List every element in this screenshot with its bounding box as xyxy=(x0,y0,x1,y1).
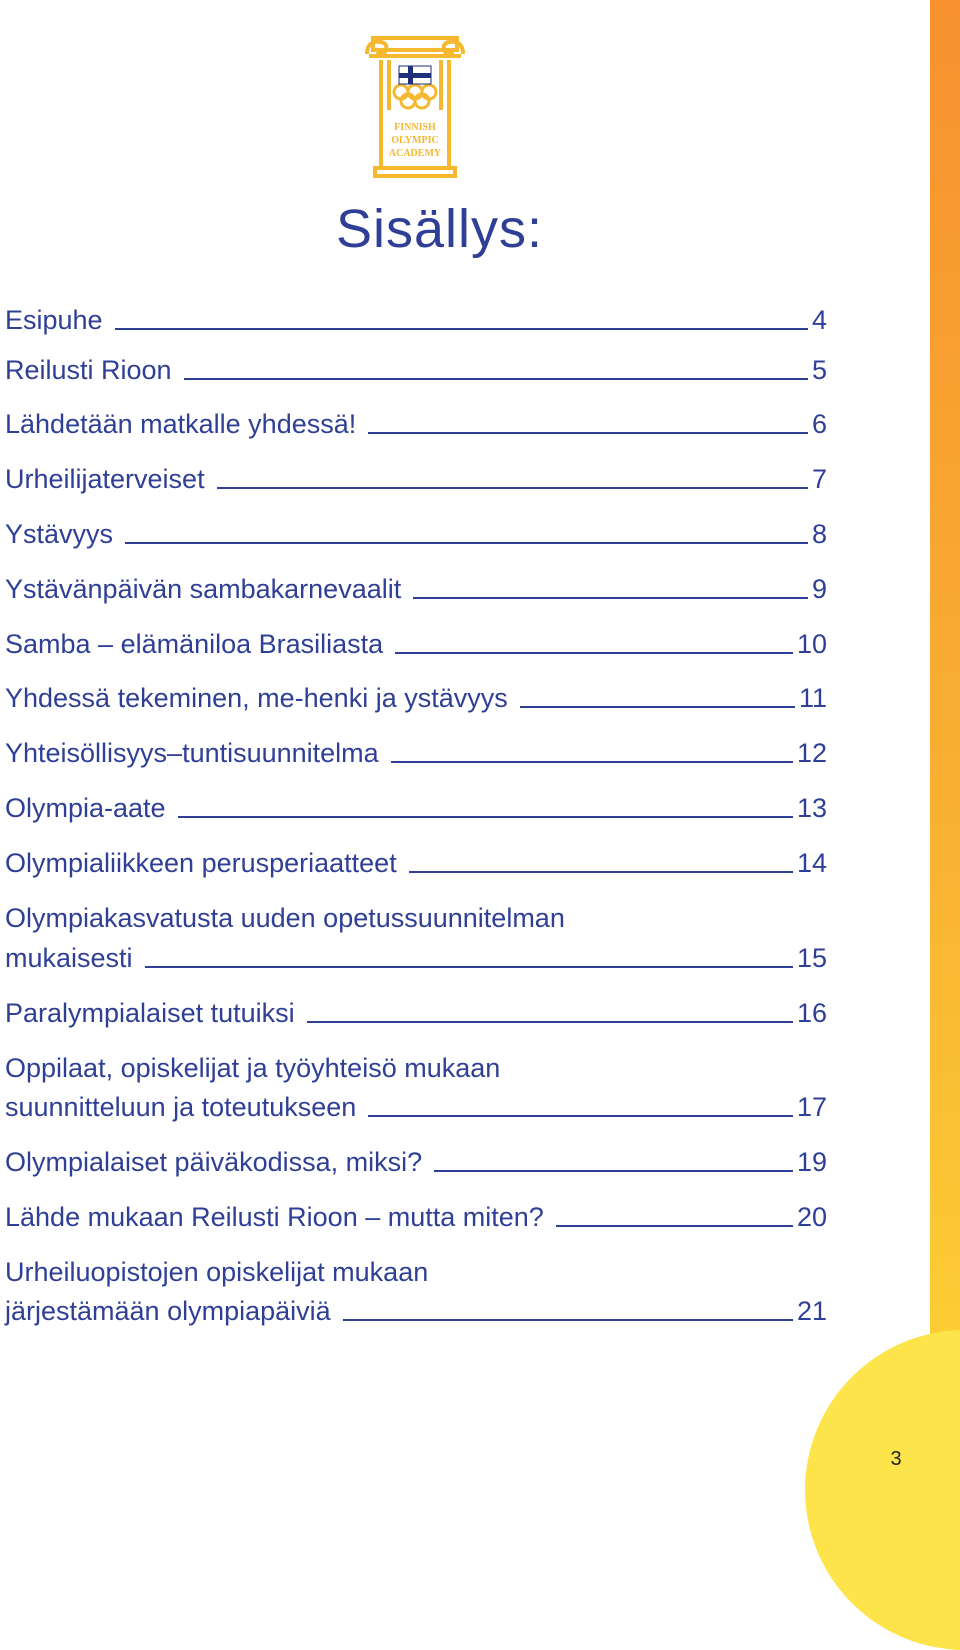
decorative-side-bar xyxy=(930,0,960,1536)
toc-leader-line xyxy=(343,1319,793,1321)
toc-entry[interactable] xyxy=(5,735,827,771)
toc-entry-title: Esipuhe xyxy=(5,305,103,335)
toc-entry-title: Reilusti Rioon xyxy=(5,355,172,385)
toc-entry[interactable] xyxy=(5,845,827,881)
toc-leader-line xyxy=(368,1115,793,1117)
toc-entry-title: Ystävyys xyxy=(5,519,114,549)
toc-entry-page: 4 xyxy=(811,305,827,335)
toc-entry-page: 17 xyxy=(796,1092,827,1122)
toc-leader-line xyxy=(307,1021,793,1023)
toc-entry-page: 9 xyxy=(811,574,827,604)
toc-entry[interactable] xyxy=(5,790,827,826)
toc-entry[interactable] xyxy=(5,352,827,388)
toc-entry-title-line-2: mukaisesti xyxy=(5,943,133,973)
toc-entry[interactable] xyxy=(5,516,827,552)
toc-entry-page: 20 xyxy=(796,1202,827,1232)
toc-entry-title: Olympialaiset päiväkodissa, miksi? xyxy=(5,1147,423,1177)
toc-leader-line xyxy=(178,816,793,818)
toc-entry[interactable] xyxy=(5,680,827,716)
toc-leader-line xyxy=(520,706,795,708)
toc-leader-line xyxy=(391,761,793,763)
toc-entry-page: 8 xyxy=(811,519,827,549)
toc-entry-page: 11 xyxy=(798,683,827,713)
toc-entry[interactable] xyxy=(5,1089,827,1125)
toc-entry-title: Lähdetään matkalle yhdessä! xyxy=(5,409,357,439)
toc-leader-line xyxy=(434,1170,793,1172)
toc-entry-title: Samba – elämäniloa Brasiliasta xyxy=(5,629,384,659)
toc-leader-line xyxy=(368,432,808,434)
toc-entry-page: 7 xyxy=(811,464,827,494)
toc-entry[interactable] xyxy=(5,1199,827,1235)
page-number: 3 xyxy=(890,1448,902,1470)
toc-entry-page: 13 xyxy=(796,793,827,823)
toc-entry[interactable] xyxy=(5,995,827,1031)
toc-entry-title: Olympialiikkeen perusperiaatteet xyxy=(5,848,397,878)
toc-entry[interactable] xyxy=(5,461,827,497)
toc-entry[interactable] xyxy=(5,571,827,607)
toc-entry-title: Urheilijaterveiset xyxy=(5,464,205,494)
toc-entry[interactable] xyxy=(5,626,827,662)
decorative-corner-circle xyxy=(805,1330,960,1650)
toc-entry[interactable] xyxy=(5,406,827,442)
toc-entry-page: 6 xyxy=(811,409,827,439)
toc-entry[interactable] xyxy=(5,940,827,976)
toc-entry-page: 19 xyxy=(796,1147,827,1177)
toc-leader-line xyxy=(413,597,808,599)
toc-entry-page: 21 xyxy=(796,1296,827,1326)
toc-entry[interactable] xyxy=(5,302,827,338)
toc-entry[interactable] xyxy=(5,1144,827,1180)
toc-leader-line xyxy=(125,542,808,544)
toc-leader-line xyxy=(556,1225,793,1227)
toc-leader-line xyxy=(184,378,808,380)
toc-entry-page: 5 xyxy=(811,355,827,385)
toc-entry-page: 14 xyxy=(796,848,827,878)
toc-entry-title: Ystävänpäivän sambakarnevaalit xyxy=(5,574,402,604)
logo-text-line-2: OLYMPIC xyxy=(391,135,439,146)
toc-entry-title-line-1: Urheiluopistojen opiskelijat mukaan xyxy=(5,1257,429,1287)
toc-entry-title: Paralympialaiset tutuiksi xyxy=(5,998,295,1028)
toc-entry-title: Lähde mukaan Reilusti Rioon – mutta miten? xyxy=(5,1202,544,1232)
toc-entry-title-line-1: Oppilaat, opiskelijat ja työyhteisö mukaan xyxy=(5,1053,501,1083)
toc-entry-page: 12 xyxy=(796,738,827,768)
toc-entry-title: Olympia-aate xyxy=(5,793,166,823)
finnish-olympic-academy-logo xyxy=(355,30,475,180)
olympic-academy-column-icon xyxy=(355,30,475,180)
toc-entry-title: Yhdessä tekeminen, me-henki ja ystävyys xyxy=(5,683,508,713)
toc-entry-title: Yhteisöllisyys–tuntisuunnitelma xyxy=(5,738,379,768)
toc-entry-title-line-1: Olympiakasvatusta uuden opetussuunnitelman xyxy=(5,903,565,933)
logo-text-line-1: FINNISH xyxy=(394,122,436,133)
toc-leader-line xyxy=(409,871,793,873)
toc-leader-line xyxy=(217,487,808,489)
toc-leader-line xyxy=(115,328,808,330)
toc-leader-line xyxy=(145,966,793,968)
toc-leader-line xyxy=(395,652,793,654)
toc-entry-title-line-2: suunnitteluun ja toteutukseen xyxy=(5,1092,357,1122)
logo-text-line-3: ACADEMY xyxy=(388,148,442,159)
page-title: Sisällys: xyxy=(336,199,544,259)
toc-entry-page: 16 xyxy=(796,998,827,1028)
toc-entry-page: 15 xyxy=(796,943,827,973)
toc-entry[interactable] xyxy=(5,1293,827,1329)
toc-entry-title-line-2: järjestämään olympiapäiviä xyxy=(5,1296,331,1326)
toc-entry-page: 10 xyxy=(796,629,827,659)
